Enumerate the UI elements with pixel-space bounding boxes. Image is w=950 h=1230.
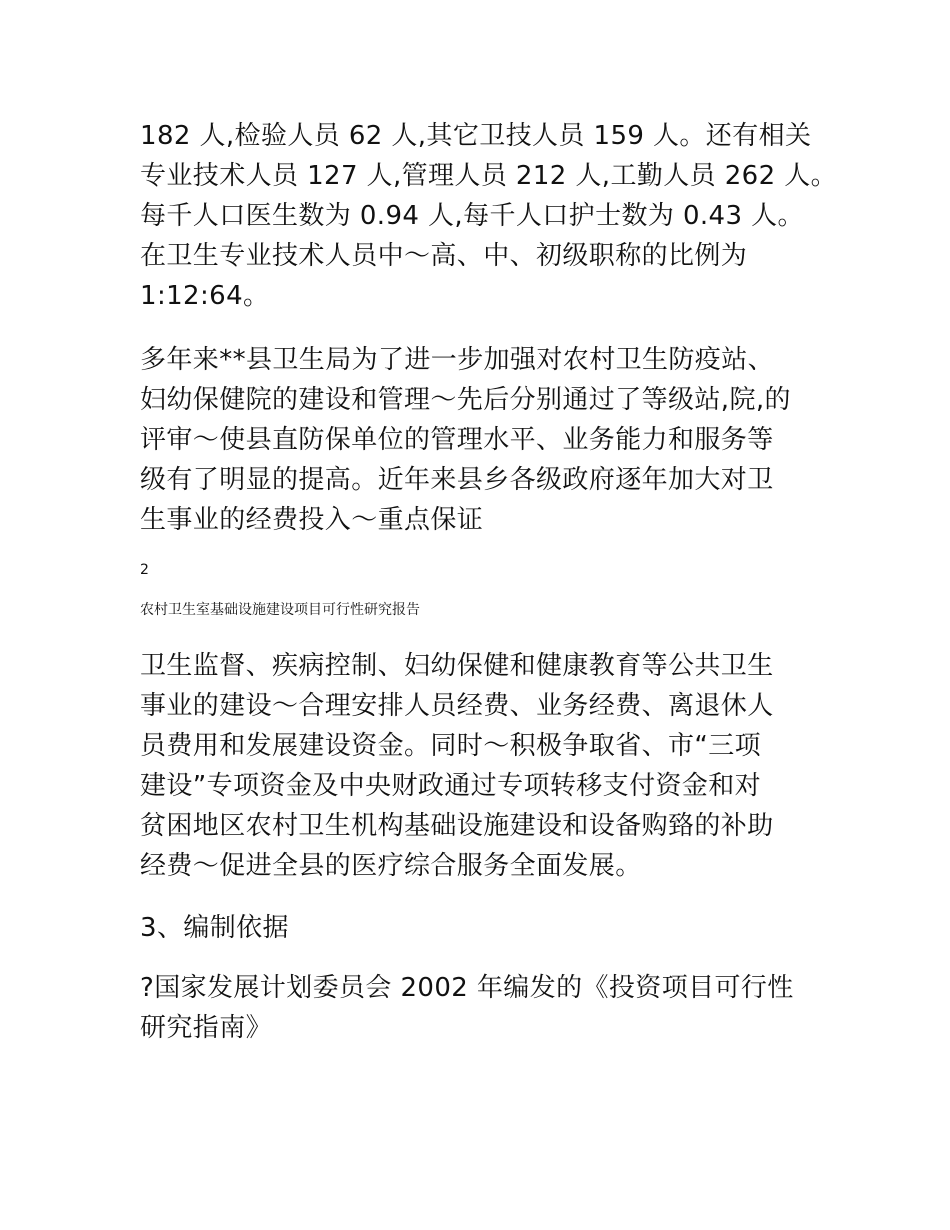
text-line: 每千人口医生数为 0.94 人,每千人口护士数为 0.43 人。 bbox=[140, 201, 804, 231]
text-line: 级有了明显的提高。近年来县乡各级政府逐年加大对卫 bbox=[140, 465, 774, 495]
text-line: 在卫生专业技术人员中～高、中、初级职称的比例为 bbox=[140, 241, 748, 271]
text-line: 经费～促进全县的医疗综合服务全面发展。 bbox=[140, 851, 642, 881]
section-heading bbox=[140, 908, 820, 948]
heading-text: 3、编制依据 bbox=[140, 913, 289, 943]
paragraph-management-history bbox=[140, 340, 820, 540]
paragraph-staff-statistics bbox=[140, 116, 837, 316]
text-line: 妇幼保健院的建设和管理～先后分别通过了等级站,院,的 bbox=[140, 385, 791, 415]
text-line: 182 人,检验人员 62 人,其它卫技人员 159 人。还有相关 bbox=[140, 121, 812, 151]
text-line: 评审～使县直防保单位的管理水平、业务能力和服务等 bbox=[140, 425, 774, 455]
text-line: 建设”专项资金及中央财政通过专项转移支付资金和对 bbox=[140, 771, 762, 801]
page-header-title: 农村卫生室基础设施建设项目可行性研究报告 bbox=[140, 602, 420, 618]
text-line: 员费用和发展建设资金。同时～积极争取省、市“三项 bbox=[140, 731, 762, 761]
text-line: 专业技术人员 127 人,管理人员 212 人,工勤人员 262 人。 bbox=[140, 161, 837, 191]
text-line: 贫困地区农村卫生机构基础设施建设和设备购臵的补助 bbox=[140, 811, 774, 841]
text-line: 1:12:64。 bbox=[140, 281, 270, 311]
text-line: ?国家发展计划委员会 2002 年编发的《投资项目可行性 bbox=[140, 973, 794, 1003]
text-line: 生事业的经费投入～重点保证 bbox=[140, 505, 484, 535]
paragraph-basis-item bbox=[140, 968, 820, 1048]
text-line: 事业的建设～合理安排人员经费、业务经费、离退休人 bbox=[140, 691, 774, 721]
page-number: 2 bbox=[140, 562, 149, 578]
text-line: 卫生监督、疾病控制、妇幼保健和健康教育等公共卫生 bbox=[140, 651, 774, 681]
text-line: 多年来**县卫生局为了进一步加强对农村卫生防疫站、 bbox=[140, 345, 775, 375]
paragraph-public-health-funding bbox=[140, 646, 820, 886]
text-line: 研究指南》 bbox=[140, 1013, 273, 1043]
